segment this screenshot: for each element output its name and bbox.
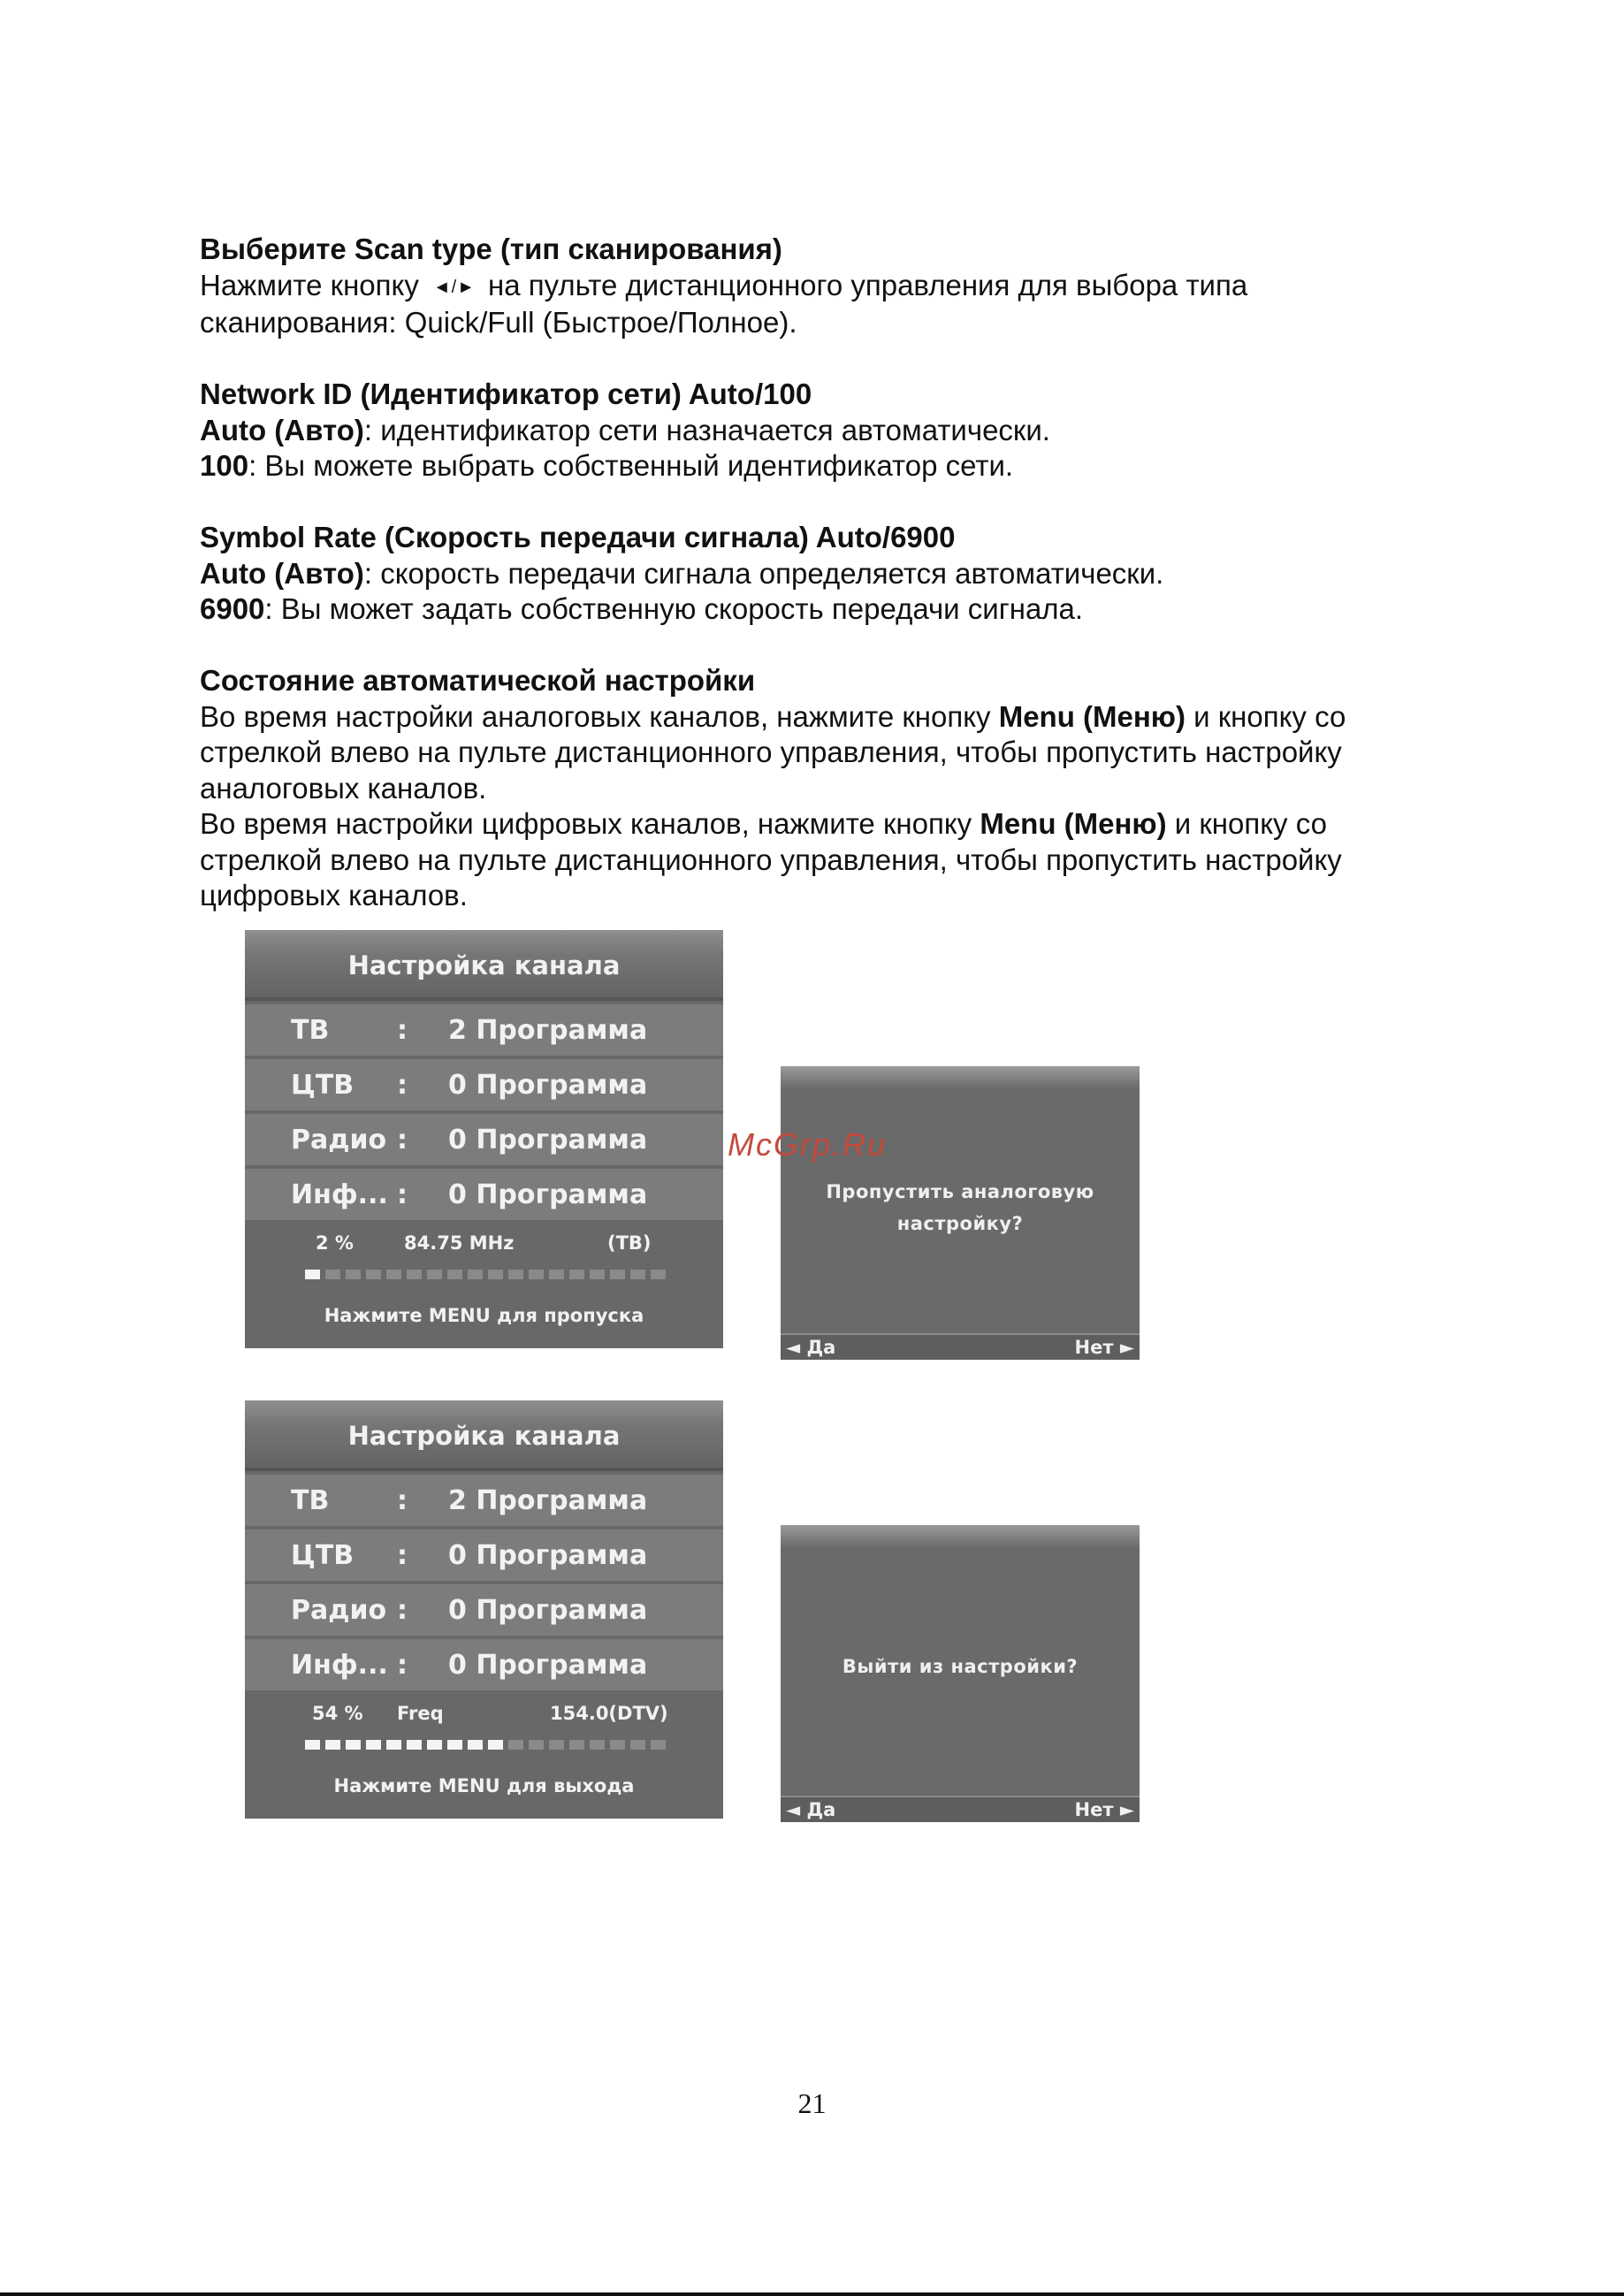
- yes-button[interactable]: ◄ Да: [786, 1799, 836, 1820]
- progress-segment: [529, 1740, 544, 1750]
- analog-paragraph-line-3: аналоговых каналов.: [200, 771, 487, 805]
- progress-segment: [305, 1740, 320, 1750]
- row-label: Инф...: [291, 1179, 388, 1210]
- progress-bar: [305, 1740, 666, 1750]
- progress-segment: [488, 1740, 503, 1750]
- digital-text-b: и кнопку со: [1166, 807, 1327, 840]
- heading-scan-type: Выберите Scan type (тип сканирования): [200, 233, 782, 265]
- row-info: [245, 1639, 723, 1690]
- scan-type-line-1-pre: Нажмите кнопку: [200, 268, 419, 301]
- symbol-rate-6900: [200, 591, 1455, 628]
- no-button[interactable]: Нет ►: [1074, 1799, 1134, 1820]
- progress-segment: [447, 1740, 462, 1750]
- progress-frequency: 84.75 MHz: [404, 1232, 515, 1254]
- progress-segment: [346, 1740, 361, 1750]
- network-id-100: [200, 448, 1455, 484]
- no-button[interactable]: Нет ►: [1074, 1337, 1134, 1358]
- row-info: [245, 1169, 723, 1220]
- row-value: 0 Программа: [448, 1070, 648, 1101]
- progress-segment: [427, 1270, 442, 1279]
- progress-segment: [386, 1270, 401, 1279]
- progress-segment: [447, 1270, 462, 1279]
- dialog-message: [781, 1176, 1140, 1240]
- scan-type-line-1-post: на пульте дистанционного управления для выбора типа: [488, 268, 1248, 301]
- progress-segment: [529, 1270, 544, 1279]
- row-value: 0 Программа: [448, 1179, 648, 1210]
- progress-segment: [468, 1270, 483, 1279]
- progress-segment: [610, 1740, 625, 1750]
- progress-segment: [346, 1270, 361, 1279]
- row-colon: :: [397, 1015, 408, 1046]
- digital-menu-label: Menu (Меню): [980, 807, 1167, 840]
- progress-bar: [305, 1270, 666, 1279]
- progress-segment: [325, 1740, 340, 1750]
- row-label: ТВ: [291, 1015, 330, 1046]
- row-label: Инф...: [291, 1650, 388, 1681]
- progress-segment: [549, 1740, 564, 1750]
- exit-tuning-dialog: [781, 1525, 1140, 1822]
- row-radio: [245, 1584, 723, 1636]
- progress-area: [245, 1690, 723, 1819]
- symbol-rate-6900-text: : Вы может задать собственную скорость передачи сигнала.: [264, 592, 1084, 625]
- section-auto-tuning-status: [200, 663, 1455, 914]
- analog-paragraph-line-1: [200, 699, 1455, 736]
- dialog-header: [781, 1066, 1140, 1089]
- progress-segment: [630, 1740, 645, 1750]
- row-colon: :: [397, 1540, 408, 1571]
- row-label: ЦТВ: [291, 1070, 355, 1101]
- row-colon: :: [397, 1070, 408, 1101]
- progress-segment: [569, 1270, 584, 1279]
- symbol-rate-auto: [200, 556, 1455, 592]
- network-id-100-text: : Вы можете выбрать собственный идентификатор сети.: [248, 449, 1014, 482]
- progress-segment: [386, 1740, 401, 1750]
- progress-segment: [569, 1740, 584, 1750]
- network-id-auto-text: : идентификатор сети назначается автоматически.: [363, 413, 1050, 446]
- page-number: 21: [797, 2087, 827, 2119]
- row-tv: [245, 1004, 723, 1056]
- left-right-arrows-icon: ◄/►: [432, 277, 476, 297]
- bottom-rule: [0, 2292, 1624, 2296]
- progress-segment: [590, 1740, 605, 1750]
- digital-text-a: Во время настройки цифровых каналов, нажмите кнопку: [200, 807, 980, 840]
- progress-segment: [366, 1270, 381, 1279]
- progress-segment: [508, 1740, 523, 1750]
- analog-text-a: Во время настройки аналоговых каналов, нажмите кнопку: [200, 699, 999, 733]
- channel-tuning-panel-analog: [245, 930, 723, 1348]
- network-id-100-label: 100: [200, 449, 249, 482]
- network-id-auto: [200, 413, 1455, 449]
- row-value: 0 Программа: [448, 1540, 648, 1571]
- dialog-message: Выйти из настройки?: [842, 1656, 1079, 1677]
- progress-segment: [610, 1270, 625, 1279]
- row-value: 0 Программа: [448, 1595, 648, 1626]
- row-dtv: [245, 1059, 723, 1110]
- row-dtv: [245, 1529, 723, 1581]
- progress-percent: 54 %: [312, 1703, 363, 1724]
- row-colon: :: [397, 1125, 408, 1156]
- row-tv: [245, 1475, 723, 1526]
- yes-button[interactable]: ◄ Да: [786, 1337, 836, 1358]
- row-value: 0 Программа: [448, 1650, 648, 1681]
- progress-segment: [630, 1270, 645, 1279]
- analog-paragraph-line-2: стрелкой влево на пульте дистанционного управления, чтобы пропустить настройку: [200, 736, 1342, 768]
- progress-frequency-label: Freq: [397, 1703, 444, 1724]
- row-colon: :: [397, 1485, 408, 1516]
- panel-title: Настройка канала: [245, 930, 723, 1001]
- progress-segment: [651, 1740, 666, 1750]
- row-label: ТВ: [291, 1485, 330, 1516]
- skip-analog-dialog: [781, 1066, 1140, 1360]
- progress-segment: [468, 1740, 483, 1750]
- dialog-header: [781, 1525, 1140, 1548]
- progress-segment: [305, 1270, 320, 1279]
- row-value: 0 Программа: [448, 1125, 648, 1156]
- progress-segment: [407, 1270, 422, 1279]
- analog-menu-label: Menu (Меню): [998, 699, 1186, 733]
- skip-hint: Нажмите MENU для пропуска: [324, 1305, 644, 1326]
- progress-segment: [508, 1270, 523, 1279]
- section-scan-type: [200, 232, 1455, 341]
- progress-segment: [325, 1270, 340, 1279]
- analog-text-b: и кнопку со: [1185, 699, 1346, 733]
- scan-type-line-2: сканирования: Quick/Full (Быстрое/Полное).: [200, 306, 797, 339]
- progress-segment: [407, 1740, 422, 1750]
- network-id-auto-label: Auto (Авто): [200, 413, 364, 446]
- progress-mode: (ТВ): [607, 1232, 652, 1254]
- progress-segment: [549, 1270, 564, 1279]
- dialog-message-line-2: настройку?: [896, 1213, 1024, 1234]
- dialog-message-line-1: Пропустить аналоговую: [826, 1181, 1094, 1202]
- symbol-rate-6900-label: 6900: [200, 592, 265, 625]
- progress-segment: [590, 1270, 605, 1279]
- heading-auto-tuning-status: Состояние автоматической настройки: [200, 664, 756, 697]
- scan-type-line-1: [200, 268, 1455, 306]
- section-symbol-rate: [200, 520, 1455, 628]
- symbol-rate-auto-label: Auto (Авто): [200, 556, 364, 590]
- row-value: 2 Программа: [448, 1485, 648, 1516]
- dialog-footer: [781, 1333, 1140, 1360]
- progress-segment: [488, 1270, 503, 1279]
- row-colon: :: [397, 1595, 408, 1626]
- digital-paragraph-line-3: цифровых каналов.: [200, 879, 468, 912]
- progress-segment: [366, 1740, 381, 1750]
- dialog-footer: [781, 1796, 1140, 1822]
- channel-tuning-panel-digital: [245, 1400, 723, 1819]
- exit-hint: Нажмите MENU для выхода: [333, 1775, 635, 1796]
- heading-symbol-rate: Symbol Rate (Скорость передачи сигнала) Auto/6900: [200, 521, 956, 553]
- digital-paragraph-line-1: [200, 806, 1455, 843]
- row-radio: [245, 1114, 723, 1165]
- row-colon: :: [397, 1179, 408, 1210]
- watermark: McGrp.Ru: [728, 1126, 888, 1163]
- progress-mode: 154.0(DTV): [550, 1703, 668, 1724]
- digital-paragraph-line-2: стрелкой влево на пульте дистанционного управления, чтобы пропустить настройку: [200, 843, 1342, 876]
- row-value: 2 Программа: [448, 1015, 648, 1046]
- progress-percent: 2 %: [316, 1232, 354, 1254]
- row-label: Радио: [291, 1595, 387, 1626]
- progress-area: [245, 1220, 723, 1348]
- progress-segment: [427, 1740, 442, 1750]
- heading-network-id: Network ID (Идентификатор сети) Auto/100: [200, 378, 812, 410]
- progress-segment: [651, 1270, 666, 1279]
- row-label: ЦТВ: [291, 1540, 355, 1571]
- row-colon: :: [397, 1650, 408, 1681]
- section-network-id: [200, 377, 1455, 484]
- symbol-rate-auto-text: : скорость передачи сигнала определяется автоматически.: [363, 556, 1164, 590]
- row-label: Радио: [291, 1125, 387, 1156]
- panel-title: Настройка канала: [245, 1400, 723, 1471]
